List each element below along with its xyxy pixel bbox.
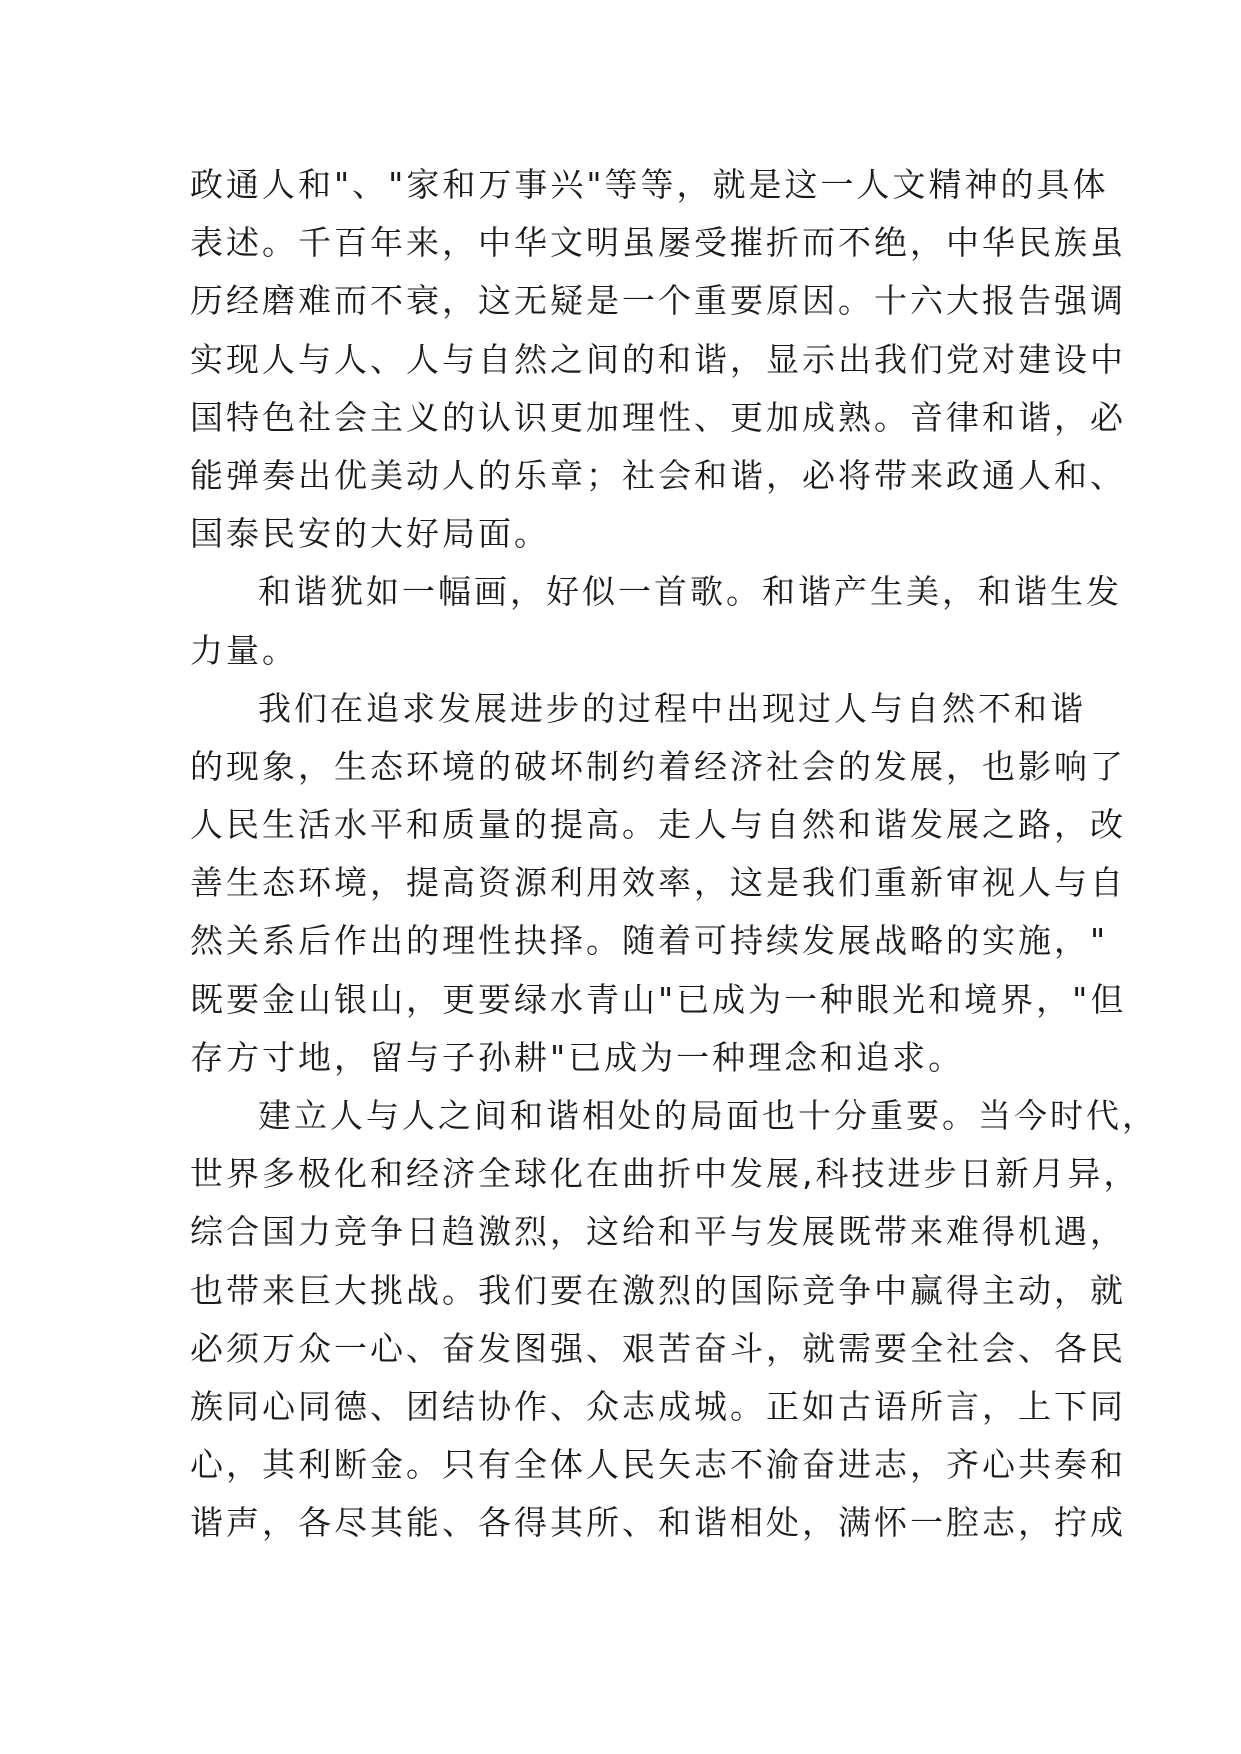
paragraph-3	[190, 680, 1127, 1087]
text-line: 力量。	[190, 630, 298, 670]
text-line: 实现人与人、人与自然之间的和谐，显示出我们党对建设中	[190, 339, 1126, 379]
text-line: 我们在追求发展进步的过程中出现过人与自然不和谐	[258, 688, 1086, 728]
text-line: 人民生活水平和质量的提高。走人与自然和谐发展之路，改	[190, 805, 1126, 845]
text-line: 族同心同德、团结协作、众志成城。正如古语所言，上下同	[190, 1386, 1126, 1426]
text-line: 也带来巨大挑战。我们要在激烈的国际竞争中赢得主动，就	[190, 1270, 1126, 1310]
text-line: 历经磨难而不衰，这无疑是一个重要原因。十六大报告强调	[190, 281, 1126, 321]
text-line: 存方寸地，留与子孙耕"已成为一种理念和追求。	[190, 1037, 965, 1077]
text-line: 心，其利断金。只有全体人民矢志不渝奋进志，齐心共奏和	[190, 1445, 1126, 1485]
paragraph-2	[190, 563, 1122, 679]
text-line: 综合国力竞争日趋激烈，这给和平与发展既带来难得机遇，	[190, 1212, 1126, 1252]
text-line: 谐声，各尽其能、各得其所、和谐相处，满怀一腔志，拧成	[190, 1503, 1126, 1543]
paragraph-1	[190, 156, 1126, 563]
text-line: 能弹奏出优美动人的乐章；社会和谐，必将带来政通人和、	[190, 455, 1126, 495]
text-line: 和谐犹如一幅画，好似一首歌。和谐产生美，和谐生发	[258, 572, 1122, 612]
text-line: 世界多极化和经济全球化在曲折中发展,科技进步日新月异，	[190, 1154, 1140, 1194]
text-line: 建立人与人之间和谐相处的局面也十分重要。当今时代，	[258, 1096, 1158, 1135]
text-line: 必须万众一心、奋发图强、艰苦奋斗，就需要全社会、各民	[190, 1328, 1126, 1368]
text-line: 然关系后作出的理性抉择。随着可持续发展战略的实施，"	[190, 921, 1109, 961]
text-line: 表述。千百年来，中华文明虽屡受摧折而不绝，中华民族虽	[190, 223, 1126, 263]
text-line: 既要金山银山，更要绿水青山"已成为一种眼光和境界，"但	[190, 979, 1127, 1019]
text-line: 国泰民安的大好局面。	[190, 514, 550, 554]
paragraph-4	[190, 1087, 1158, 1553]
text-line: 国特色社会主义的认识更加理性、更加成熟。音律和谐，必	[190, 397, 1126, 437]
text-line: 的现象，生态环境的破坏制约着经济社会的发展，也影响了	[190, 746, 1126, 786]
text-line: 政通人和"、"家和万事兴"等等，就是这一人文精神的具体	[190, 165, 1109, 204]
text-line: 善生态环境，提高资源利用效率，这是我们重新审视人与自	[190, 863, 1126, 903]
body-text	[190, 156, 1158, 1553]
